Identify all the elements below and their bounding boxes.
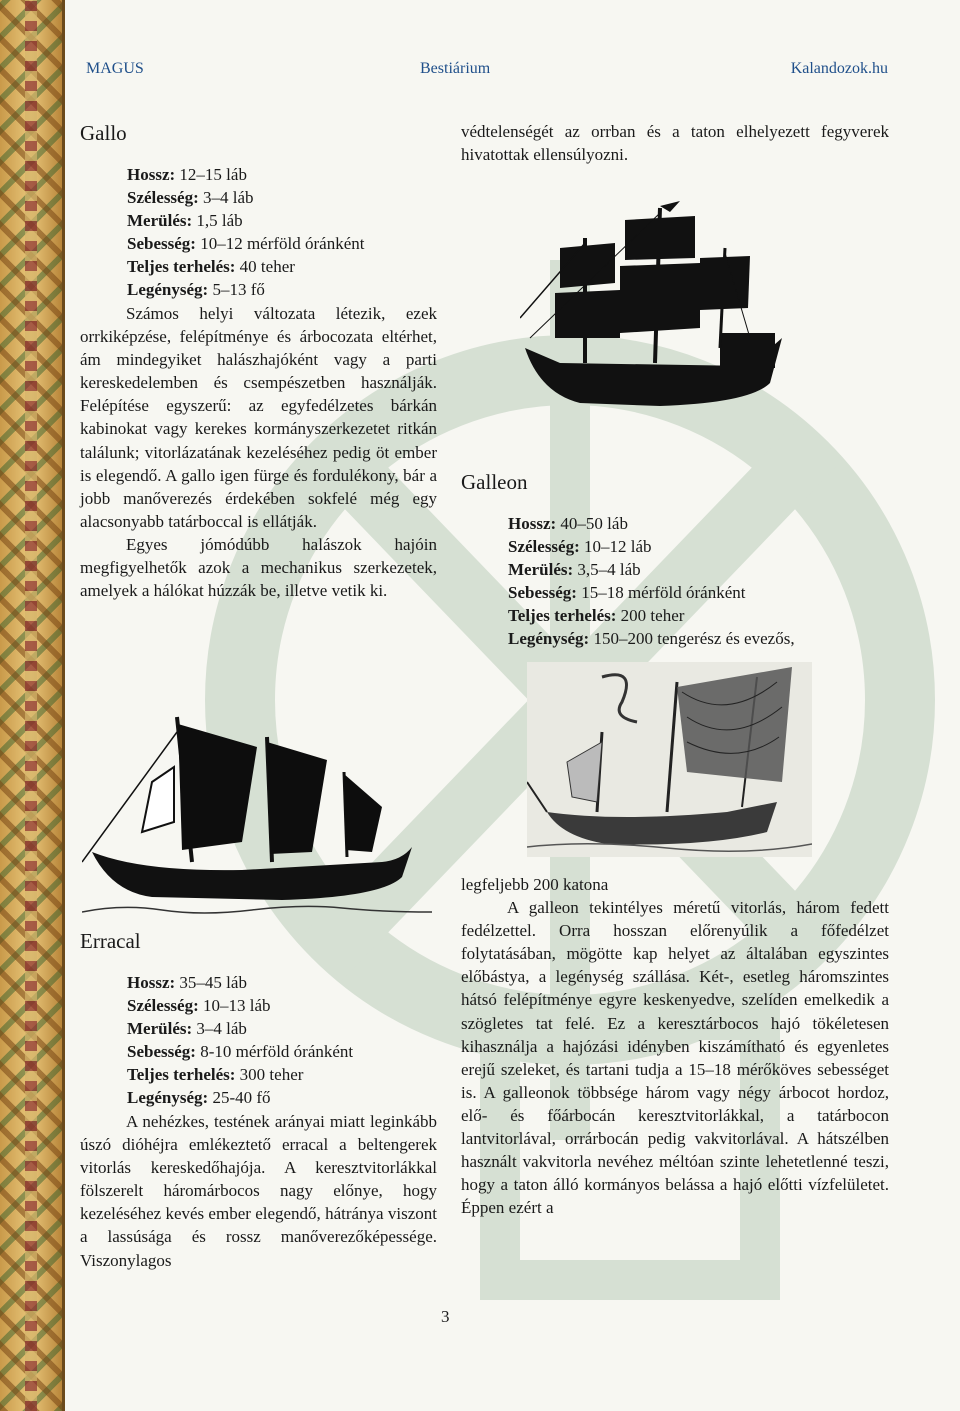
decorative-border — [0, 0, 65, 1411]
erracal-ship-illustration — [520, 198, 785, 423]
continuation-text — [461, 120, 889, 166]
galleon-stat-sebesseg: Sebesség: 15–18 mérföld óránként — [508, 583, 746, 603]
galleon-stat-continuation: legfeljebb 200 katona — [461, 875, 609, 894]
galleon-title: Galleon — [461, 470, 528, 494]
galleon-stat-legenyseg: Legénység: 150–200 tengerész és evezős, — [508, 629, 795, 649]
gallo-body — [80, 302, 437, 602]
gallo-title: Gallo — [80, 121, 127, 145]
continuation-paragraph: védtelenségét az orrban és a taton elhelyezett fegyverek hivatottak ellensúlyozni. — [461, 122, 889, 165]
header-right: Kalandozok.hu — [790, 60, 888, 77]
header-center: Bestiárium — [420, 60, 491, 77]
galleon-stat-szelesseg: Szélesség: 10–12 láb — [508, 537, 652, 557]
erracal-body — [80, 1110, 437, 1272]
erracal-stat-terheles: Teljes terhelés: 300 teher — [127, 1065, 304, 1085]
gallo-stat-szelesseg: Szélesség: 3–4 láb — [127, 188, 254, 208]
gallo-stat-merules: Merülés: 1,5 láb — [127, 211, 243, 231]
erracal-stats — [127, 971, 457, 1110]
erracal-paragraph: A nehézkes, testének arányai miatt leginkább úszó dióhéjra emlékeztető erracal a beltengerek vitorlás kereskedőhajója. A keresztvitorlákkal fölszerelt háromárbocos nagy előnye, hogy kezeléséhez kevés ember elegendő, hátránya viszont a lassúsága és rossz manőverezőképessége. Viszonylagos — [80, 1112, 437, 1270]
galleon-stat-hossz: Hossz: 40–50 láb — [508, 514, 628, 533]
galleon-stat-terheles: Teljes terhelés: 200 teher — [508, 606, 685, 626]
galleon-stat-merules: Merülés: 3,5–4 láb — [508, 560, 641, 580]
gallo-paragraph-1: Számos helyi változata létezik, ezek orrkiképzése, felépítménye és árbocozata eltérhet, ám mindegyiket halászhajóként vagy a parti kereskedelemben és csempészetben használják. Felépítése egyszerű: az egyfedélzetes bárkán kabinokat vagy kerekes kormányszerkezetet ritkán találunk; vitorlázatának kezeléséhez pedig öt ember is elegendő. A gallo igen fürge és fordulékony, bár a jobb manőverezés érdekében sokfelé még egy alacsonyabb tatárboccal is ellátják. — [80, 304, 437, 531]
erracal-stat-hossz: Hossz: 35–45 láb — [127, 973, 247, 992]
gallo-stat-hossz: Hossz: 12–15 láb — [127, 165, 247, 184]
gallo-stat-legenyseg: Legénység: 5–13 fő — [127, 280, 265, 300]
page-header — [86, 60, 888, 80]
erracal-stat-szelesseg: Szélesség: 10–13 láb — [127, 996, 271, 1016]
gallo-stats — [127, 163, 457, 302]
header-left: MAGUS — [86, 60, 144, 77]
gallo-paragraph-2: Egyes jómódúbb halászok hajóin megfigyelhetők azok a mechanikus szerkezetek, amelyek a hálókat húzzák be, illetve vetik ki. — [80, 534, 437, 601]
erracal-stat-sebesseg: Sebesség: 8-10 mérföld óránként — [127, 1042, 354, 1062]
galleon-body — [461, 873, 889, 1219]
erracal-stat-legenyseg: Legénység: 25-40 fő — [127, 1088, 271, 1108]
erracal-stat-merules: Merülés: 3–4 láb — [127, 1019, 247, 1039]
page-number: 3 — [441, 1307, 450, 1326]
galleon-ship-illustration — [527, 662, 812, 857]
galleon-paragraph: A galleon tekintélyes méretű vitorlás, három fedett fedélzettel. Orra hosszan előrenyúlik a főfedélzet folytatásában, mögötte kap helyet az általában egyszintes előbástya, a legénység szállása. Két-, esetleg háromszintes hátsó felépítménye egyre keskenyedve, szelíden emelkedik a szögletes tat felé. Ez a keresztárbocos hajó tökéletesen kihasználja a hajózási idényben kiszámítható és egyenletes erejű szeleket, és tartani tudja a 15–18 mérőköves sebességet is. A galleonok többsége három vagy négy árbocot hordoz, elő- és főárbocán keresztvitorlákkal, a tatárbocon lantvitorlával, orrárbocán pedig vakvitorlával. A hátszélben használt vakvitorla nevéhez méltóan szinte lehetetlenné teszi, hogy a taton álló kormányos belássa a hajó előtti vízfelületet. Éppen ezért a — [461, 898, 889, 1218]
galleon-stats — [508, 512, 889, 651]
erracal-title: Erracal — [80, 929, 141, 953]
gallo-stat-terheles: Teljes terhelés: 40 teher — [127, 257, 295, 277]
gallo-ship-illustration — [82, 712, 432, 918]
gallo-stat-sebesseg: Sebesség: 10–12 mérföld óránként — [127, 234, 365, 254]
